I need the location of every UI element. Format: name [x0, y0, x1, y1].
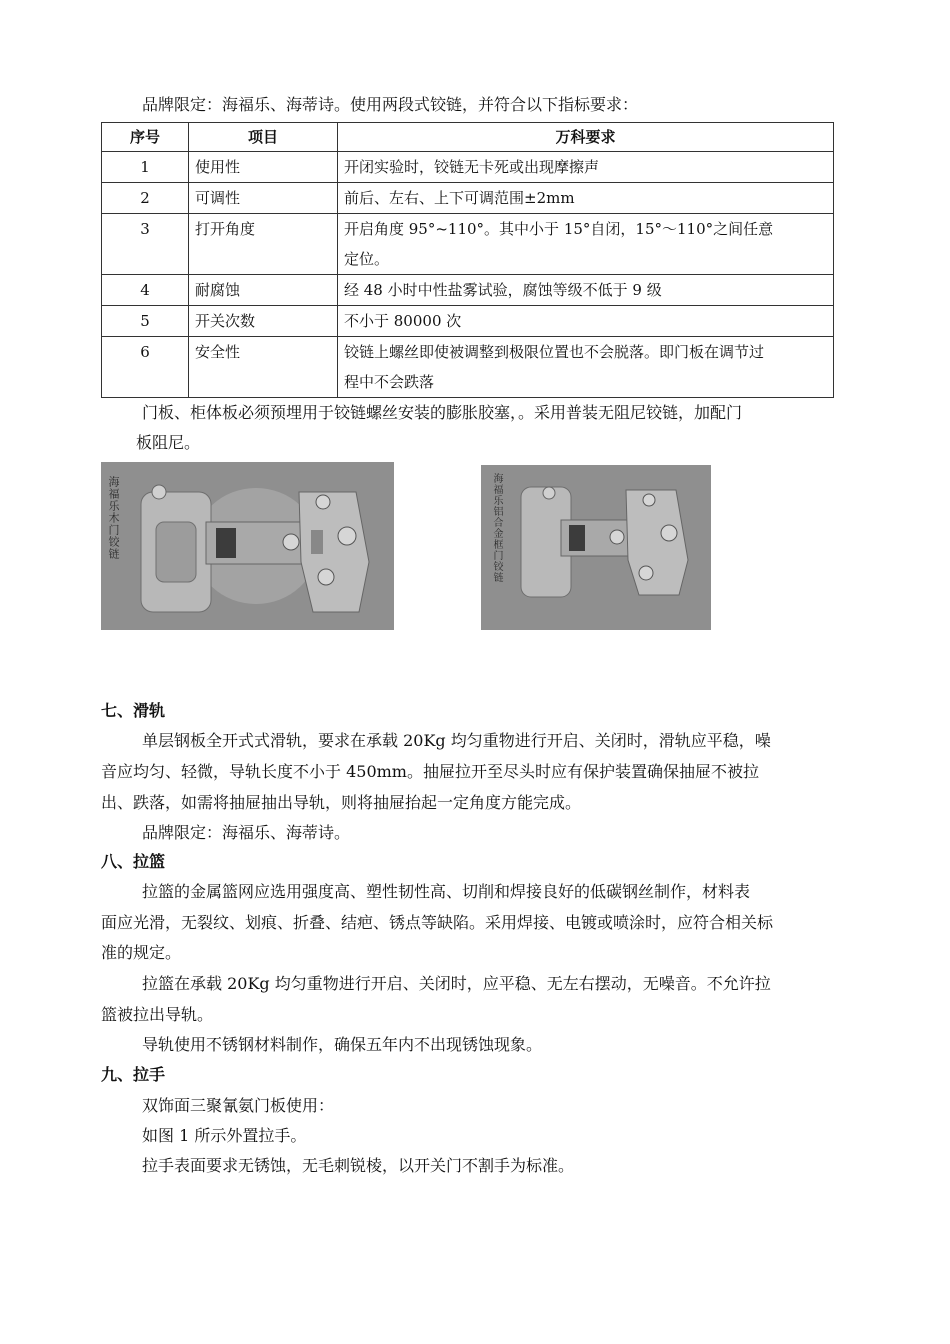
photo-caption: 海福乐铝合金框门铰链: [491, 473, 502, 583]
row-req: 开闭实验时，铰链无卡死或出现摩擦声: [338, 152, 834, 183]
s8-p1-line-3: 准的规定。: [101, 943, 182, 962]
table-row: [102, 214, 834, 275]
s8-p1-line-1: 拉篮的金属篮网应选用强度高、塑性韧性高、切削和焊接良好的低碳钢丝制作，材料表: [142, 882, 751, 901]
row-no: 5: [102, 306, 189, 337]
row-item: 可调性: [189, 183, 338, 214]
row-req-line-1: 开启角度 95°~110°。其中小于 15°自闭，15°～110°之间任意: [344, 220, 774, 238]
s7-brand-text: 品牌限定：海福乐、海蒂诗。: [142, 823, 351, 842]
row-req: 不小于 80000 次: [338, 306, 834, 337]
hinge-photo-wood-door: [101, 462, 394, 630]
s8-p1-line-2: 面应光滑，无裂纹、划痕、折叠、结疤、锈点等缺陷。采用焊接、电镀或喷涂时，应符合相关标: [101, 913, 774, 932]
table-row: [102, 275, 834, 306]
s9-p1: 双饰面三聚氰氨门板使用：: [142, 1096, 335, 1115]
row-no: 1: [102, 152, 189, 183]
table-row: [102, 183, 834, 214]
row-no: 2: [102, 183, 189, 214]
s8-p3: 导轨使用不锈钢材料制作，确保五年内不出现锈蚀现象。: [142, 1035, 543, 1054]
hinge-photo-aluminium-door: [481, 465, 711, 630]
row-no: 6: [102, 337, 189, 398]
row-req: [338, 337, 834, 398]
row-no: 3: [102, 214, 189, 275]
table-row: [102, 337, 834, 398]
table-row: [102, 152, 834, 183]
row-item: 耐腐蚀: [189, 275, 338, 306]
section-9-title: 九、拉手: [101, 1065, 166, 1084]
hinge-illustration: [101, 462, 394, 630]
intro-brand-text: 品牌限定：海福乐、海蒂诗。使用两段式铰链，并符合以下指标要求：: [142, 95, 639, 114]
table-row: [102, 306, 834, 337]
row-req-line-2: 程中不会跌落: [344, 373, 435, 391]
section-8-title: 八、拉篮: [101, 852, 166, 871]
section-7-title: 七、滑轨: [101, 701, 166, 720]
door-para-line-2: 板阻尼。: [136, 433, 201, 452]
row-item: 安全性: [189, 337, 338, 398]
col-header-req: 万科要求: [338, 123, 834, 152]
s9-p3: 拉手表面要求无锈蚀，无毛刺锐棱，以开关门不割手为标准。: [142, 1156, 575, 1175]
s8-p2-line-1: 拉篮在承载 20Kg 均匀重物进行开启、关闭时，应平稳、无左右摆动，无噪音。不允许拉: [142, 974, 771, 993]
s7-p1-line-3: 出、跌落，如需将抽屉抽出导轨，则将抽屉抬起一定角度方能完成。: [101, 793, 582, 812]
s7-p1-line-2: 音应均匀、轻微，导轨长度不小于 450mm。抽屉拉开至尽头时应有保护装置确保抽屉不被拉: [101, 762, 759, 781]
row-req: 前后、左右、上下可调范围±2mm: [338, 183, 834, 214]
table-header-row: [102, 123, 834, 152]
photo-caption: 海福乐木门铰链: [107, 476, 120, 560]
door-para-line-1: 门板、柜体板必须预埋用于铰链螺丝安装的膨胀胶塞，。采用普装无阻尼铰链，加配门: [142, 403, 743, 422]
hinge-spec-table: [101, 122, 834, 398]
row-req-line-1: 铰链上螺丝即使被调整到极限位置也不会脱落。即门板在调节过: [344, 343, 765, 361]
row-req: [338, 214, 834, 275]
row-req: 经 48 小时中性盐雾试验，腐蚀等级不低于 9 级: [338, 275, 834, 306]
row-item: 使用性: [189, 152, 338, 183]
row-item: 打开角度: [189, 214, 338, 275]
s7-p1-line-1: 单层钢板全开式式滑轨，要求在承载 20Kg 均匀重物进行开启、关闭时，滑轨应平稳，噪: [142, 731, 771, 750]
s9-p2: 如图 1 所示外置拉手。: [142, 1126, 307, 1145]
s8-p2-line-2: 篮被拉出导轨。: [101, 1005, 214, 1024]
row-req-line-2: 定位。: [344, 250, 390, 268]
row-item: 开关次数: [189, 306, 338, 337]
hinge-illustration: [481, 465, 711, 630]
col-header-no: 序号: [102, 123, 189, 152]
col-header-item: 项目: [189, 123, 338, 152]
row-no: 4: [102, 275, 189, 306]
